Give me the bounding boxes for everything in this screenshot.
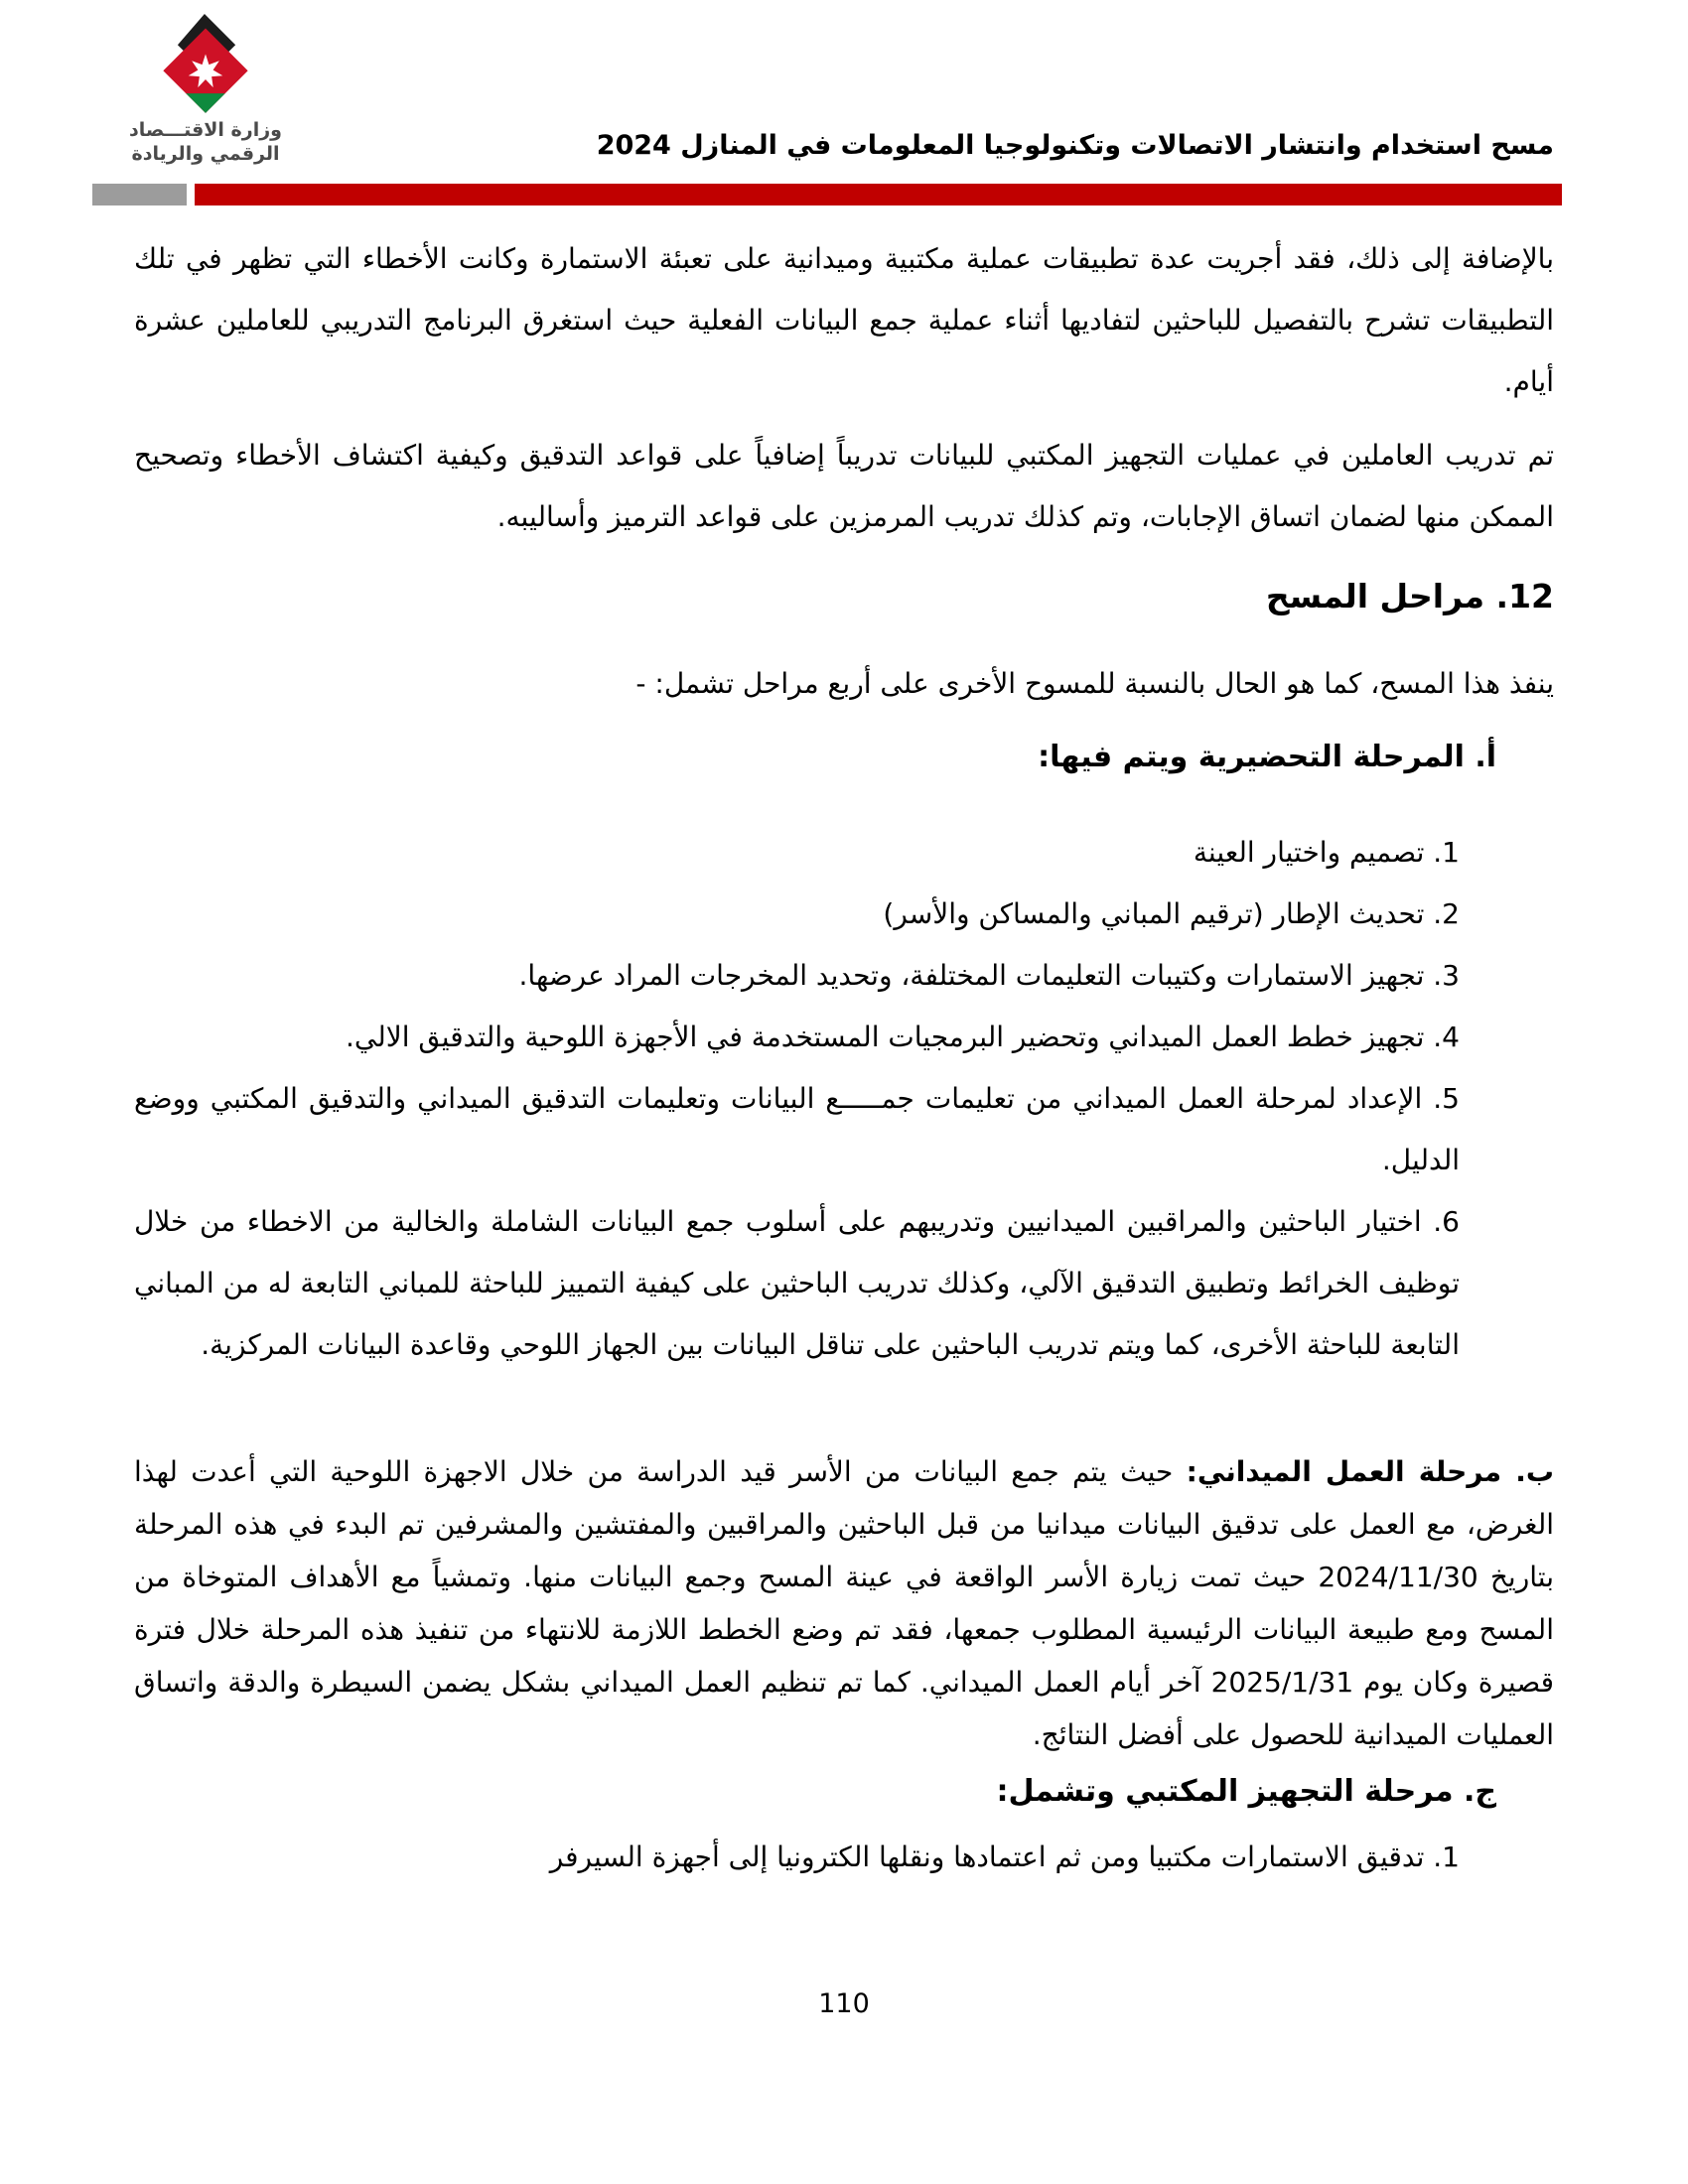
header-rule-gray-block — [92, 184, 187, 205]
stage-c-list — [134, 1827, 1554, 1888]
list-item: 1. تصميم واختيار العينة — [1193, 836, 1460, 869]
paragraph-1: بالإضافة إلى ذلك، فقد أجريت عدة تطبيقات عملية مكتبية وميدانية على تعبئة الاستمارة وكانت الأخطاء التي تظهر في تلك التطبيقات تشرح بالتفصيل للباحثين لتفاديها أثناء عملية جمع البيانات الفعلية حيث استغرق البرنامج التدريبي للعاملين عشرة أيام. — [134, 242, 1554, 398]
header-rule — [0, 184, 1688, 205]
ministry-logo — [111, 14, 300, 167]
ministry-name-line1: وزارة الاقتـــصاد — [129, 119, 282, 141]
stage-c-heading: ج. مرحلة التجهيز المكتبي وتشمل: — [996, 1774, 1496, 1809]
section-12-intro: ينفذ هذا المسح، كما هو الحال بالنسبة للمسوح الأخرى على أربع مراحل تشمل: - — [635, 667, 1554, 700]
stage-a-list — [134, 822, 1554, 1376]
page-number: 110 — [818, 1988, 870, 2019]
ministry-emblem-icon — [151, 14, 260, 117]
list-item: 4. تجهيز خطط العمل الميداني وتحضير البرمجيات المستخدمة في الأجهزة اللوحية والتدقيق الالي. — [345, 1021, 1460, 1053]
list-item: 2. تحديث الإطار (ترقيم المباني والمساكن والأسر) — [883, 897, 1460, 930]
ministry-name — [111, 119, 300, 167]
list-item: 5. الإعداد لمرحلة العمل الميداني من تعليمات جمـــــع البيانات وتعليمات التدقيق الميداني والتدقيق المكتبي ووضع الدليل. — [134, 1082, 1460, 1176]
stage-b-paragraph — [134, 1445, 1554, 1761]
ministry-name-line2: الرقمي والريادة — [131, 142, 280, 165]
stage-b-body: حيث يتم جمع البيانات من الأسر قيد الدراسة من خلال الاجهزة اللوحية التي أعدت لهذا الغرض، مع العمل على تدقيق البيانات ميدانيا من قبل الباحثين والمراقبين والمفتشين والمشرفين تم البدء في هذه المرحلة بتاريخ 2024/11/30 حيث تمت زيارة الأسر الواقعة في عينة المسح وجمع البيانات منها. وتمشياً مع الأهداف المتوخاة من المسح ومع طبيعة البيانات الرئيسية المطلوب جمعها، فقد تم وضع الخطط اللازمة للانتهاء من تنفيذ هذه المرحلة خلال فترة قصيرة وكان يوم 2025/1/31 آخر أيام العمل الميداني. كما تم تنظيم العمل الميداني بشكل يضمن السيطرة والدقة واتساق العمليات الميدانية للحصول على أفضل النتائج. — [134, 1455, 1555, 1751]
stage-a-heading: أ. المرحلة التحضيرية ويتم فيها: — [1038, 740, 1496, 774]
running-head-title: مسح استخدام وانتشار الاتصالات وتكنولوجيا المعلومات في المنازل 2024 — [596, 130, 1554, 161]
section-12-heading: 12. مراحل المسح — [1265, 577, 1554, 615]
list-item: 3. تجهيز الاستمارات وكتيبات التعليمات المختلفة، وتحديد المخرجات المراد عرضها. — [518, 959, 1460, 992]
list-item: 6. اختيار الباحثين والمراقبين الميدانيين وتدريبهم على أسلوب جمع البيانات الشاملة والخالية من الاخطاء من خلال توظيف الخرائط وتطبيق التدقيق الآلي، وكذلك تدريب الباحثين على كيفية التمييز للباحثة للمباني التابعة له من المباني التابعة للباحثة الأخرى، كما ويتم تدريب الباحثين على تناقل البيانات بين الجهاز اللوحي وقاعدة البيانات المركزية. — [134, 1205, 1460, 1361]
header-rule-red-line — [195, 184, 1562, 205]
list-item: 1. تدقيق الاستمارات مكتبيا ومن ثم اعتمادها ونقلها الكترونيا إلى أجهزة السيرفر — [549, 1841, 1460, 1873]
stage-b-heading: ب. مرحلة العمل الميداني: — [1186, 1455, 1554, 1488]
paragraph-2: تم تدريب العاملين في عمليات التجهيز المكتبي للبيانات تدريباً إضافياً على قواعد التدقيق وكيفية اكتشاف الأخطاء وتصحيح الممكن منها لضمان اتساق الإجابات، وتم كذلك تدريب المرمزين على قواعد الترميز وأساليبه. — [134, 439, 1554, 533]
